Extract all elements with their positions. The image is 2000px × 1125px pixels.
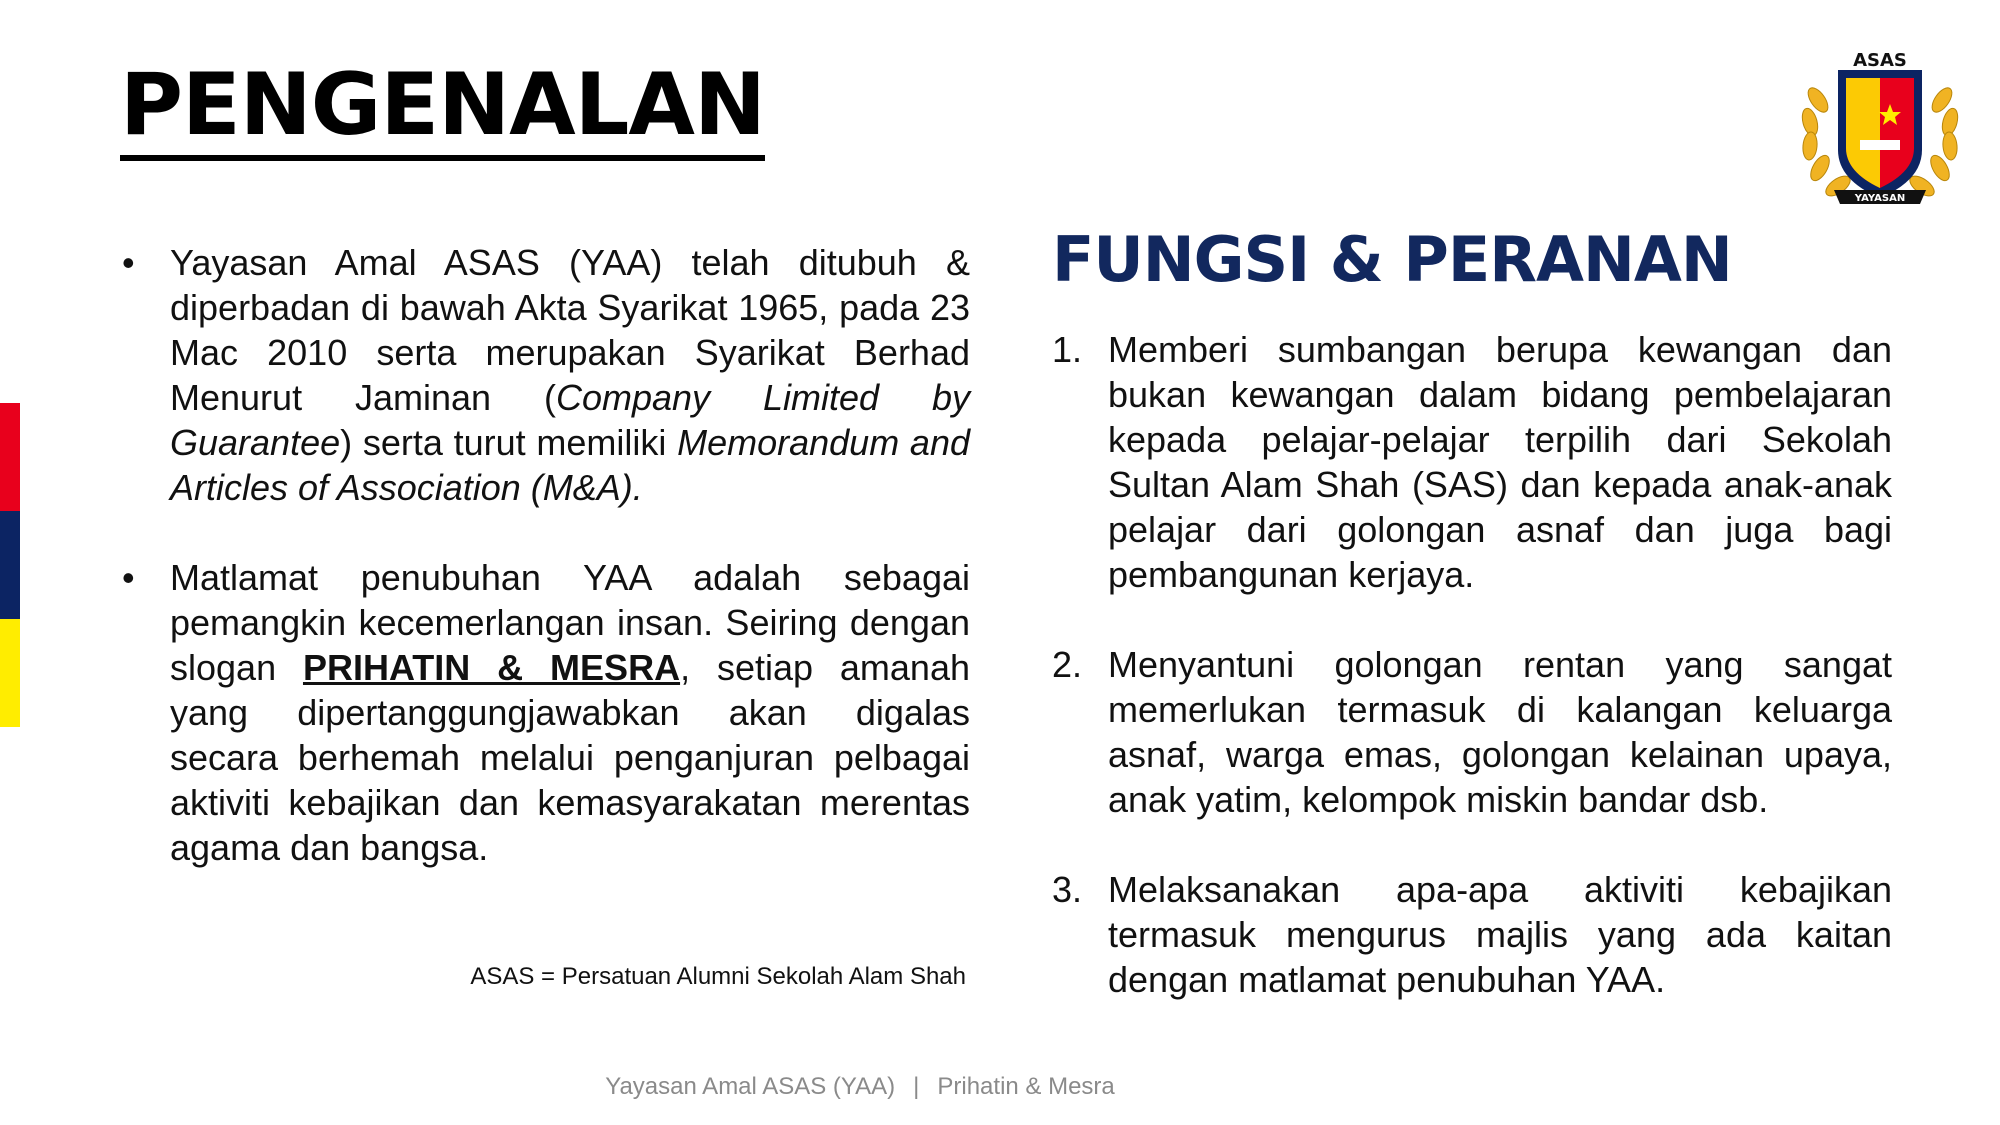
footnote: ASAS = Persatuan Alumni Sekolah Alam Shah [470,963,966,990]
functions-list [1052,327,1892,1002]
intro-bullet [120,240,970,510]
slogan-text: PRIHATIN & MESRA [302,647,681,688]
section-title: FUNGSI & PERANAN [1052,223,1732,296]
logo-ribbon-text: YAYASAN [1854,193,1906,204]
accent-bar-navy [0,511,20,619]
footer [0,1073,1720,1101]
logo-top-text: ASAS [1853,50,1907,71]
function-item [1052,327,1892,597]
intro-text: , setiap amanah yang dipertanggungjawabkan akan digalas secara berhemah melalui penganjuran pelbagai aktiviti kebajikan dan kemasyarakatan merentas agama dan bangsa. [170,647,970,868]
function-number: 2. [1052,644,1083,685]
intro-text: Yayasan Amal ASAS (YAA) telah ditubuh & diperbadan di bawah Akta Syarikat 1965, pada 23 Mac 2010 serta merupakan Syarikat Berhad Menurut Jaminan ( [170,242,970,418]
footer-org: Yayasan Amal ASAS (YAA) [605,1073,896,1100]
page-title: PENGENALAN [120,58,765,161]
intro-section [120,240,970,870]
intro-text: Matlamat penubuhan YAA adalah sebagai pemangkin kecemerlangan insan. Seiring dengan slogan [170,557,970,688]
function-number: 1. [1052,329,1083,370]
bullet-icon: • [122,242,135,283]
bullet-icon: • [122,557,135,598]
accent-bar-yellow [0,619,20,727]
function-text: Melaksanakan apa-apa aktiviti kebajikan termasuk mengurus majlis yang ada kaitan dengan matlamat penubuhan YAA. [1108,869,1892,1000]
intro-bullet [120,555,970,870]
function-text: Menyantuni golongan rentan yang sangat memerlukan termasuk di kalangan keluarga asnaf, warga emas, golongan kelainan upaya, anak yatim, kelompok miskin bandar dsb. [1108,644,1892,820]
footer-slogan: Prihatin & Mesra [937,1073,1115,1100]
function-item [1052,642,1892,822]
function-number: 3. [1052,869,1083,910]
intro-text: ) serta turut memiliki [340,422,678,463]
intro-italic-text: Company Limited by Guarantee [170,377,970,463]
accent-bar-red [0,403,20,511]
function-text: Memberi sumbangan berupa kewangan dan bukan kewangan dalam bidang pembelajaran kepada pelajar-pelajar terpilih dari Sekolah Sultan Alam Shah (SAS) dan kepada anak-anak pelajar dari golongan asnaf dan juga bagi pembangunan kerjaya. [1108,329,1892,595]
footer-separator: | [913,1073,920,1100]
yayasan-asas-crest-icon [1790,40,1970,220]
intro-italic-text: Memorandum and Articles of Association (M&A). [170,422,970,508]
function-item [1052,867,1892,1002]
